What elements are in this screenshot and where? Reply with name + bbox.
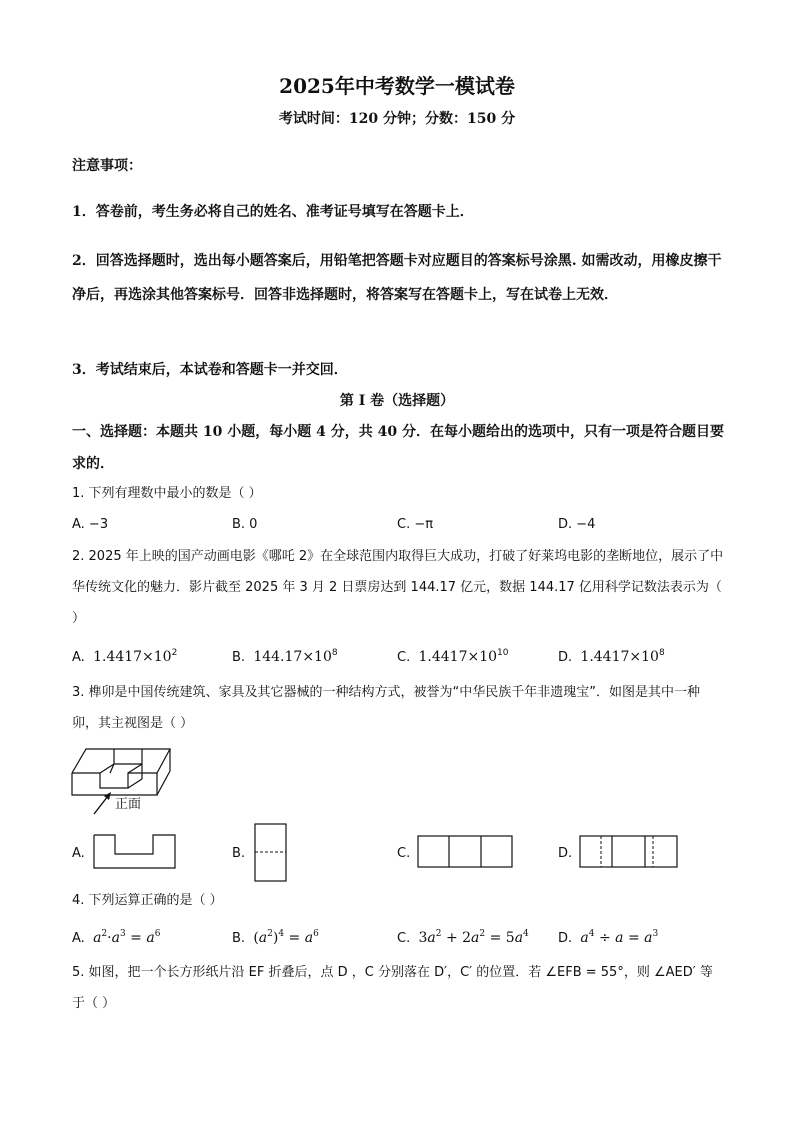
notice-item-1: 1．答卷前，考生务必将自己的姓名、准考证号填写在答题卡上．: [72, 204, 474, 220]
exam-subtitle: 考试时间：120 分钟；分数：150 分: [278, 111, 516, 127]
q2-option-a: [72, 648, 177, 665]
q2-option-d-label: D.: [558, 650, 573, 665]
q2-option-c: [397, 648, 508, 665]
exam-title: 2025年中考数学一模试卷: [279, 74, 515, 98]
front-arrow-icon: [92, 790, 114, 816]
question-4-stem: 4. 下列运算正确的是（ ）: [72, 893, 223, 908]
q2-option-d-exp: 8: [658, 648, 665, 658]
q3-option-c-label: C.: [397, 846, 411, 861]
q2-option-d: [558, 648, 665, 665]
q4-option-d-expr: $a^4 \div a = a^3$: [580, 929, 659, 946]
q2-option-b: [232, 648, 338, 665]
q2-option-b-value: 144.17×10: [253, 649, 332, 665]
q4-option-b: [232, 929, 319, 946]
q2-option-a-label: A.: [72, 650, 85, 665]
q3-option-a-label: A.: [72, 846, 85, 861]
q4-option-a-label: A.: [72, 931, 85, 946]
section-instruction: 一、选择题：本题共 10 小题，每小题 4 分，共 40 分．在每小题给出的选项中，只有一项是符合题目要求的．: [72, 424, 724, 472]
q4-option-d-label: D.: [558, 931, 573, 946]
q1-option-d: D. −4: [558, 517, 596, 532]
q3-option-b-shape: [254, 823, 288, 883]
q1-option-c: C. −π: [397, 517, 434, 532]
q4-option-d: [558, 929, 658, 946]
notice-item-2: 2．回答选择题时，选出每小题答案后，用铅笔把答题卡对应题目的答案标号涂黑. 如需改动，用橡皮擦干净后，再选涂其他答案标号．回答非选择题时，将答案写在答题卡上，写在试卷上无效．: [72, 253, 722, 303]
notice-heading: 注意事项：: [72, 158, 142, 174]
q4-option-b-expr: $(a^2)^4 = a^6$: [253, 929, 319, 946]
q2-option-d-value: 1.4417×10: [580, 649, 659, 665]
q1-option-b: B. 0: [232, 517, 258, 532]
q3-option-b-label: B.: [232, 846, 246, 861]
q4-option-a: [72, 929, 160, 946]
q4-option-c: [397, 929, 529, 946]
q3-option-c-shape: [417, 835, 514, 869]
front-label: 正面: [115, 797, 142, 812]
q2-option-c-value: 1.4417×10: [418, 649, 498, 665]
question-5-stem: 5. 如图，把一个长方形纸片沿 EF 折叠后，点 D ，C 分别落在 D′，C′ 的位置．若 ∠EFB = 55°，则 ∠AED′ 等于（ ）: [72, 965, 713, 1011]
q2-option-a-exp: 2: [171, 648, 178, 658]
question-1-stem: 1. 下列有理数中最小的数是（ ）: [72, 486, 262, 501]
q3-option-d-label: D.: [558, 846, 573, 861]
q4-option-c-label: C.: [397, 931, 411, 946]
q3-option-a-shape: [93, 834, 177, 870]
section-title: 第 I 卷（选择题）: [339, 393, 455, 409]
q4-option-b-label: B.: [232, 931, 246, 946]
question-3-stem: 3. 榫卯是中国传统建筑、家具及其它器械的一种结构方式，被誉为“中华民族千年非遗瑰宝”．如图是其中一种卯，其主视图是（ ）: [72, 685, 701, 731]
notice-item-3: 3．考试结束后，本试卷和答题卡一并交回．: [72, 362, 348, 378]
q2-option-c-exp: 10: [497, 648, 509, 658]
q4-option-c-expr: $3a^2 + 2a^2 = 5a^4$: [418, 929, 529, 946]
q2-option-b-exp: 8: [331, 648, 338, 658]
q2-option-b-label: B.: [232, 650, 246, 665]
q4-option-a-expr: $a^2\cdot a^3 = a^6$: [93, 929, 161, 946]
q2-option-c-label: C.: [397, 650, 411, 665]
q1-option-a: A. −3: [72, 517, 109, 532]
q2-option-a-value: 1.4417×10: [93, 649, 172, 665]
q3-option-d-shape: [579, 835, 679, 869]
question-2-stem: 2. 2025 年上映的国产动画电影《哪吒 2》在全球范围内取得巨大成功，打破了好莱坞电影的垄断地位，展示了中华传统文化的魅力．影片截至 2025 年 3 月 2 日票房达到 144.17 亿元，数据 144.17 亿用科学记数法表示为（ ）: [72, 549, 724, 626]
